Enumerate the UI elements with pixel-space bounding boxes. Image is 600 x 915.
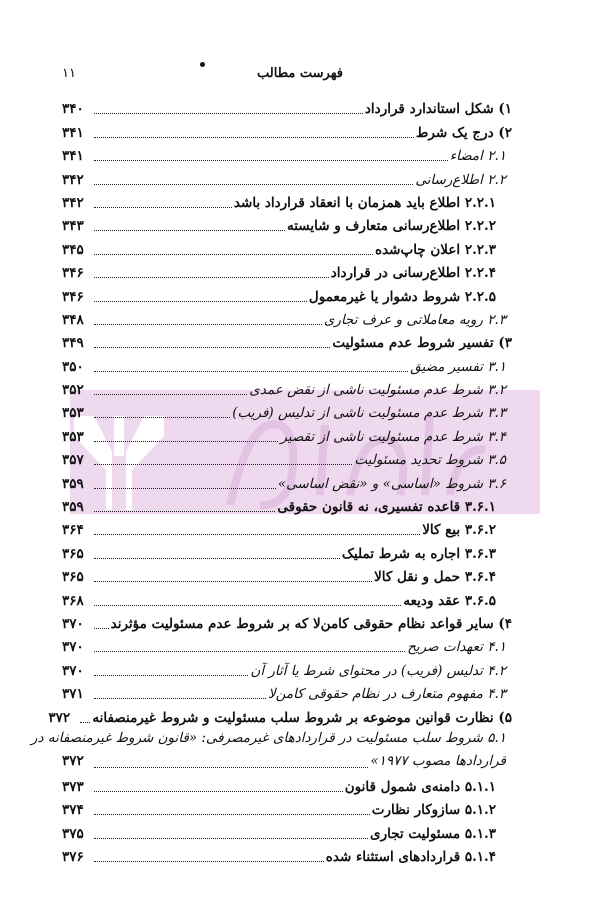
toc-entry-page: ۳۴۱ (62, 124, 84, 141)
toc-entry-page: ۳۴۳ (62, 218, 84, 235)
toc-entry-title: ۳.۴ شرط عدم مسئولیت ناشی از تقصیر (280, 428, 506, 445)
table-of-contents (30, 95, 512, 866)
toc-entry[interactable] (62, 586, 512, 609)
dot-leader (94, 628, 109, 629)
toc-entry-page: ۳۶۵ (62, 569, 84, 586)
toc-entry-page: ۳۴۹ (62, 335, 84, 352)
toc-entry-page: ۳۷۰ (62, 615, 84, 632)
toc-entry[interactable] (62, 843, 512, 866)
dot-leader (94, 581, 372, 582)
toc-entry[interactable] (62, 212, 512, 235)
dot-leader (94, 301, 307, 302)
dot-leader (94, 605, 401, 606)
dot-leader (94, 277, 329, 278)
toc-entry-page: ۳۴۰ (62, 101, 84, 118)
toc-entry-title: ۵.۱.۱ دامنه‌ی شمول قانون (344, 778, 496, 795)
toc-entry-page: ۳۴۲ (62, 171, 84, 188)
toc-entry-page: ۳۵۲ (62, 382, 84, 399)
dot-leader (94, 347, 330, 348)
toc-entry-title: ۴) سایر قواعد نظام حقوقی کامن‌لا که بر شروط عدم مسئولیت مؤثرند (110, 615, 512, 632)
toc-entry[interactable] (62, 259, 512, 282)
toc-entry-title: ۳.۲ شرط عدم مسئولیت ناشی از نقض عمدی (249, 382, 506, 399)
dot-leader (94, 254, 373, 255)
toc-entry[interactable] (62, 422, 512, 445)
dot-leader (94, 230, 285, 231)
dot-leader (80, 722, 90, 723)
toc-entry[interactable] (62, 796, 512, 819)
toc-entry-title: ۵.۱.۴ قراردادهای استثناء شده (325, 849, 496, 866)
toc-entry-title: ۲.۲ اطلاع‌رسانی (415, 171, 506, 188)
toc-entry-page: ۳۷۰ (62, 662, 84, 679)
toc-entry[interactable] (62, 610, 512, 633)
toc-entry-title: ۲.۲.۳ اعلان چاپ‌شده (375, 241, 496, 258)
toc-entry-title: ۳.۳ شرط عدم مسئولیت ناشی از تدلیس (فریب) (232, 405, 506, 422)
toc-entry-title: ۲) درج یک شرط (415, 124, 512, 141)
dot-leader (94, 371, 408, 372)
dot-leader (94, 184, 413, 185)
toc-entry-page: ۳۷۳ (62, 778, 84, 795)
toc-entry-title: ۵.۱.۲ سازوکار نظارت (371, 802, 496, 819)
toc-entry[interactable] (62, 493, 512, 516)
dot-leader (94, 534, 420, 535)
dot-leader (94, 558, 340, 559)
toc-entry-title: ۵) نظارت قوانین موضوعه بر شروط سلب مسئولیت و شروط غیرمنصفانه (92, 709, 512, 726)
toc-entry[interactable] (62, 819, 512, 842)
dot-leader (94, 488, 276, 489)
toc-entry-page: ۳۴۵ (62, 241, 84, 258)
toc-entry[interactable] (62, 539, 512, 562)
toc-entry[interactable] (62, 773, 512, 796)
toc-entry-page: ۳۵۹ (62, 475, 84, 492)
toc-entry[interactable] (62, 235, 512, 258)
toc-entry-page: ۳۶۸ (62, 592, 84, 609)
toc-entry[interactable] (62, 329, 512, 352)
toc-entry-page: ۳۷۲ (48, 709, 71, 726)
dot-leader (94, 814, 370, 815)
toc-entry-page: ۳۷۲ (62, 752, 84, 769)
dot-leader (94, 207, 232, 208)
toc-entry-title-line1: ۵.۱ شروط سلب مسئولیت در قراردادهای غیرمصرفی: «قانون شروط غیرمنصفانه در (30, 729, 506, 746)
toc-entry-page: ۳۵۳ (62, 405, 84, 422)
dot-leader (94, 698, 266, 699)
toc-entry-title: ۱) شکل استاندارد قرارداد (364, 101, 512, 118)
dot-leader (94, 791, 343, 792)
toc-entry[interactable] (62, 118, 512, 141)
toc-entry-title: ۲.۲.۴ اطلاع‌رسانی در قرارداد (330, 265, 496, 282)
toc-entry-title: ۳.۱ تفسیر مضیق (410, 358, 506, 375)
toc-entry[interactable] (62, 95, 512, 118)
toc-entry-page: ۳۶۴ (62, 522, 84, 539)
toc-entry[interactable] (62, 352, 512, 375)
page-number: ۱۱ (62, 66, 76, 81)
toc-entry[interactable] (62, 680, 512, 703)
dot-leader (94, 464, 352, 465)
toc-entry[interactable] (62, 656, 512, 679)
toc-entry-title: ۳.۶.۱ قاعده تفسیری، نه قانون حقوقی (277, 499, 496, 516)
toc-entry-page: ۳۷۴ (62, 802, 84, 819)
dot-leader (94, 651, 405, 652)
toc-entry-page: ۳۴۶ (62, 265, 84, 282)
toc-entry[interactable] (62, 282, 512, 305)
dot-leader (94, 394, 247, 395)
toc-entry-page: ۳۷۵ (62, 825, 84, 842)
dot-leader (94, 675, 248, 676)
dot-leader (94, 113, 363, 114)
toc-entry[interactable] (62, 165, 512, 188)
toc-entry-title-line2: قراردادها مصوب ۱۹۷۷» (370, 752, 506, 769)
toc-entry-title: ۳.۶ شروط «اساسی» و «نقض اساسی» (277, 475, 506, 492)
toc-entry-title: ۵.۱.۳ مسئولیت تجاری (370, 825, 496, 842)
page-header (62, 66, 538, 88)
toc-entry-page: ۳۶۵ (62, 545, 84, 562)
toc-entry[interactable] (62, 469, 512, 492)
toc-entry-title: ۳.۶.۲ بیع کالا (422, 522, 496, 539)
toc-entry[interactable] (62, 376, 512, 399)
toc-entry-title: ۳.۶.۴ حمل و نقل کالا (374, 569, 496, 586)
toc-entry-title: ۲.۲.۲ اطلاع‌رسانی متعارف و شایسته (286, 218, 496, 235)
toc-entry-title: ۳.۵ شروط تحدید مسئولیت (354, 452, 506, 469)
toc-entry-page: ۳۴۸ (62, 311, 84, 328)
toc-entry-title: ۳.۶.۳ اجاره به شرط تملیک (341, 545, 496, 562)
toc-entry-title: ۳) تفسیر شروط عدم مسئولیت (332, 335, 512, 352)
toc-entry-title: ۴.۱ تعهدات صریح (407, 639, 506, 656)
dot-leader (94, 417, 230, 418)
toc-entry-page: ۳۴۱ (62, 148, 84, 165)
toc-entry[interactable] (62, 563, 512, 586)
dot-leader (94, 160, 448, 161)
dot-leader (94, 767, 368, 768)
toc-entry-title: ۳.۶.۵ عقد ودیعه (403, 592, 496, 609)
page-title: فهرست مطالب (257, 66, 343, 81)
toc-entry-page: ۳۵۷ (62, 452, 84, 469)
dot-leader (94, 861, 324, 862)
toc-entry-title: ۲.۱ امضاء (449, 148, 506, 165)
dot-leader (94, 441, 278, 442)
toc-entry[interactable] (62, 306, 512, 329)
toc-entry[interactable] (62, 142, 512, 165)
toc-entry-page: ۳۵۰ (62, 358, 84, 375)
dot-leader (94, 137, 414, 138)
toc-entry[interactable] (62, 633, 512, 656)
toc-entry-page: ۳۷۶ (62, 849, 84, 866)
toc-entry-wrapped[interactable] (30, 727, 512, 773)
toc-entry-title: ۴.۲ تدلیس (فریب) در محتوای شرط یا آثار آن (250, 662, 506, 679)
toc-entry-line2 (62, 750, 512, 773)
toc-entry-title: ۴.۳ مفهوم متعارف در نظام حقوقی کامن‌لا (267, 686, 506, 703)
toc-entry-title: ۲.۳ رویه معاملاتی و عرف تجاری (323, 311, 506, 328)
dot-leader (94, 838, 368, 839)
toc-entry-title: ۲.۲.۵ شروط دشوار یا غیرمعمول (308, 288, 496, 305)
toc-entry-page: ۳۴۶ (62, 288, 84, 305)
toc-entry-title: ۲.۲.۱ اطلاع باید همزمان با انعقاد قرارداد باشد (233, 194, 496, 211)
toc-entry-page: ۳۷۱ (62, 686, 84, 703)
toc-entry[interactable] (48, 703, 512, 726)
toc-entry-page: ۳۵۳ (62, 428, 84, 445)
dot-leader (94, 511, 275, 512)
toc-entry[interactable] (62, 399, 512, 422)
toc-entry-page: ۳۷۰ (62, 639, 84, 656)
dot-leader (94, 324, 322, 325)
toc-entry[interactable] (62, 189, 512, 212)
toc-entry-page: ۳۴۲ (62, 194, 84, 211)
toc-entry-page: ۳۵۹ (62, 499, 84, 516)
toc-entry[interactable] (62, 516, 512, 539)
toc-entry[interactable] (62, 446, 512, 469)
